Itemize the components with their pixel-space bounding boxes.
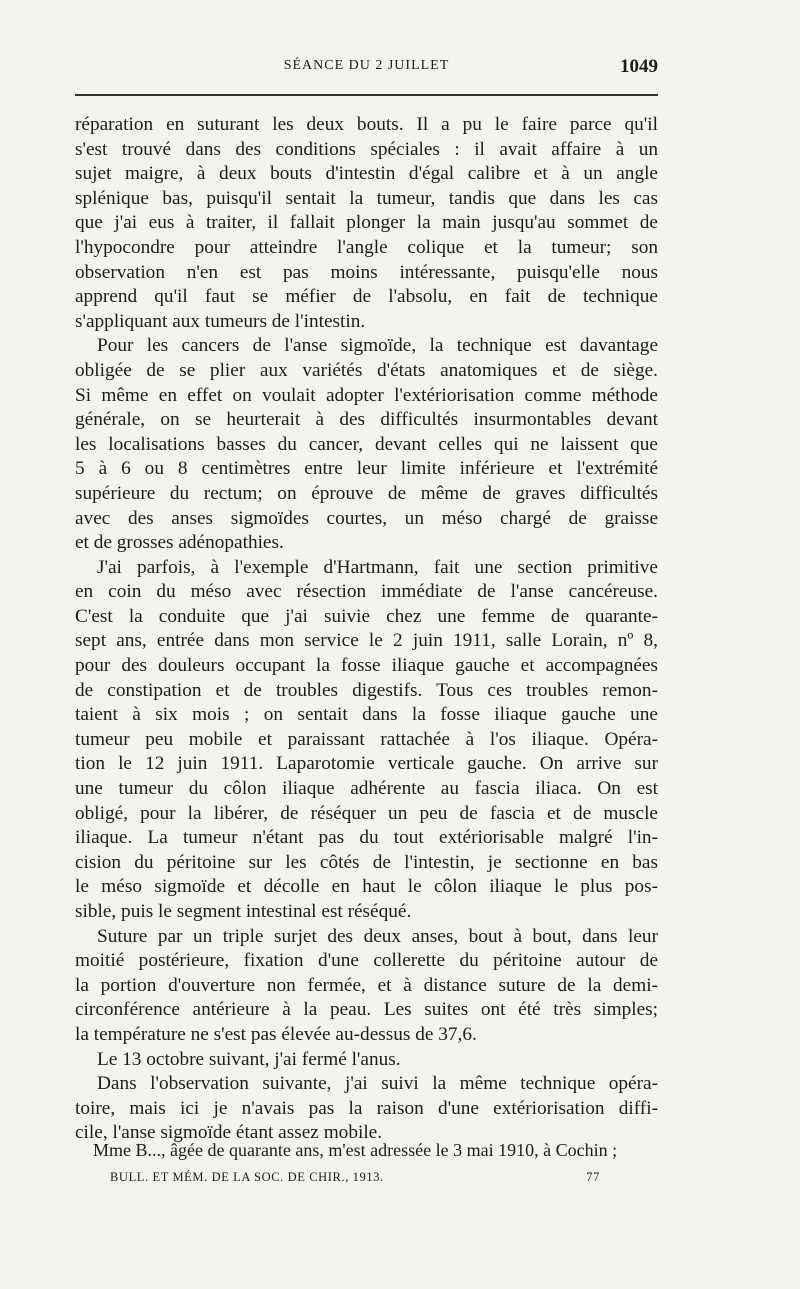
text-line: Le 13 octobre suivant, j'ai fermé l'anus. [97,1048,401,1070]
text-line: sible, puis le segment intestinal est réséqué. [75,901,412,922]
text-line: s'est trouvé dans des conditions spéciales : il avait affaire à un [75,138,658,160]
text-line: sept ans, entrée dans mon service le 2 juin 1911, salle Lorain, nº 8, [75,630,658,652]
text-line: tion le 12 juin 1911. Laparotomie verticale gauche. On arrive sur [75,753,658,775]
text-line: que j'ai eus à traiter, il fallait plonger la main jusqu'au sommet de [75,212,658,234]
text-line: C'est la conduite que j'ai suivie chez une femme de quarante- [75,605,658,627]
text-line: taient à six mois ; on sentait dans la fosse iliaque gauche une [75,704,658,726]
text-line: et de grosses adénopathies. [75,532,284,554]
text-line: de constipation et de troubles digestifs. Tous ces troubles remon- [75,679,658,701]
signature-mark: 77 [586,1170,600,1184]
text-line: splénique bas, puisqu'il sentait la tumeur, tandis que dans les cas [75,187,658,209]
text-line: une tumeur du côlon iliaque adhérente au fascia iliaca. On est [75,778,658,800]
text-line: Suture par un triple surjet des deux anses, bout à bout, dans leur [97,925,658,947]
text-line: réparation en suturant les deux bouts. Il a pu le faire parce qu'il [75,114,658,135]
text-line: avec des anses sigmoïdes courtes, un méso chargé de graisse [75,507,658,529]
text-line: toire, mais ici je n'avais pas la raison d'une extériorisation diffi- [75,1097,658,1119]
page-number: 1049 [620,56,658,77]
text-line: sujet maigre, à deux bouts d'intestin d'égal calibre et à un angle [75,163,658,185]
text-line: l'hypocondre pour atteindre l'angle colique et la tumeur; son [75,236,658,258]
text-line: cile, l'anse sigmoïde étant assez mobile. [75,1122,383,1144]
text-line: circonférence antérieure à la peau. Les suites ont été très simples; [75,999,658,1021]
text-line: tumeur peu mobile et paraissant rattachée à l'os iliaque. Opéra- [75,728,658,750]
text-line: J'ai parfois, à l'exemple d'Hartmann, fait une section primitive [97,556,658,578]
text-line: la température ne s'est pas élevée au-dessus de 37,6. [75,1023,477,1045]
text-line: en coin du méso avec résection immédiate de l'anse cancéreuse. [75,581,658,603]
text-line: supérieure du rectum; on éprouve de même de graves difficultés [75,482,658,504]
observation-line: Mme B..., âgée de quarante ans, m'est adressée le 3 mai 1910, à Cochin ; [93,1140,618,1160]
text-line: cision du péritoine sur les côtés de l'intestin, je sectionne en bas [75,851,658,873]
text-line: iliaque. La tumeur n'étant pas du tout extériorisable malgré l'in- [75,827,658,849]
text-line: moitié postérieure, fixation d'une collerette du péritoine autour de [75,950,658,972]
text-line: apprend qu'il faut se méfier de l'absolu, en fait de technique [75,286,658,308]
running-header [75,58,658,80]
observation-start [75,1138,658,1162]
running-title: SÉANCE DU 2 JUILLET [283,58,450,73]
text-line: 5 à 6 ou 8 centimètres entre leur limite inférieure et l'extrémité [75,458,658,480]
text-line: pour des douleurs occupant la fosse iliaque gauche et accompagnées [75,655,658,677]
text-line: obligé, pour la libérer, de réséquer un peu de fascia et de muscle [75,802,658,824]
journal-reference: BULL. ET MÉM. DE LA SOC. DE CHIR., 1913. [110,1170,384,1184]
text-line: la portion d'ouverture non fermée, et à distance suture de la demi- [75,974,658,996]
header-rule [75,94,658,96]
text-line: générale, on se heurterait à des difficultés insurmontables devant [75,409,658,431]
text-line: Si même en effet on voulait adopter l'extériorisation comme méthode [75,384,658,406]
body-text [75,113,658,1146]
text-line: observation n'en est pas moins intéressante, puisqu'elle nous [75,261,658,283]
text-line: Dans l'observation suivante, j'ai suivi la même technique opéra- [97,1073,658,1095]
page-footer [110,1170,600,1185]
text-line: le méso sigmoïde et décolle en haut le côlon iliaque le plus pos- [75,876,658,898]
text-line: s'appliquant aux tumeurs de l'intestin. [75,310,366,332]
text-line: obligée de se plier aux variétés d'états anatomiques et de siège. [75,359,658,381]
text-line: Pour les cancers de l'anse sigmoïde, la technique est davantage [97,335,658,357]
text-line: les localisations basses du cancer, devant celles qui ne laissent que [75,433,658,455]
